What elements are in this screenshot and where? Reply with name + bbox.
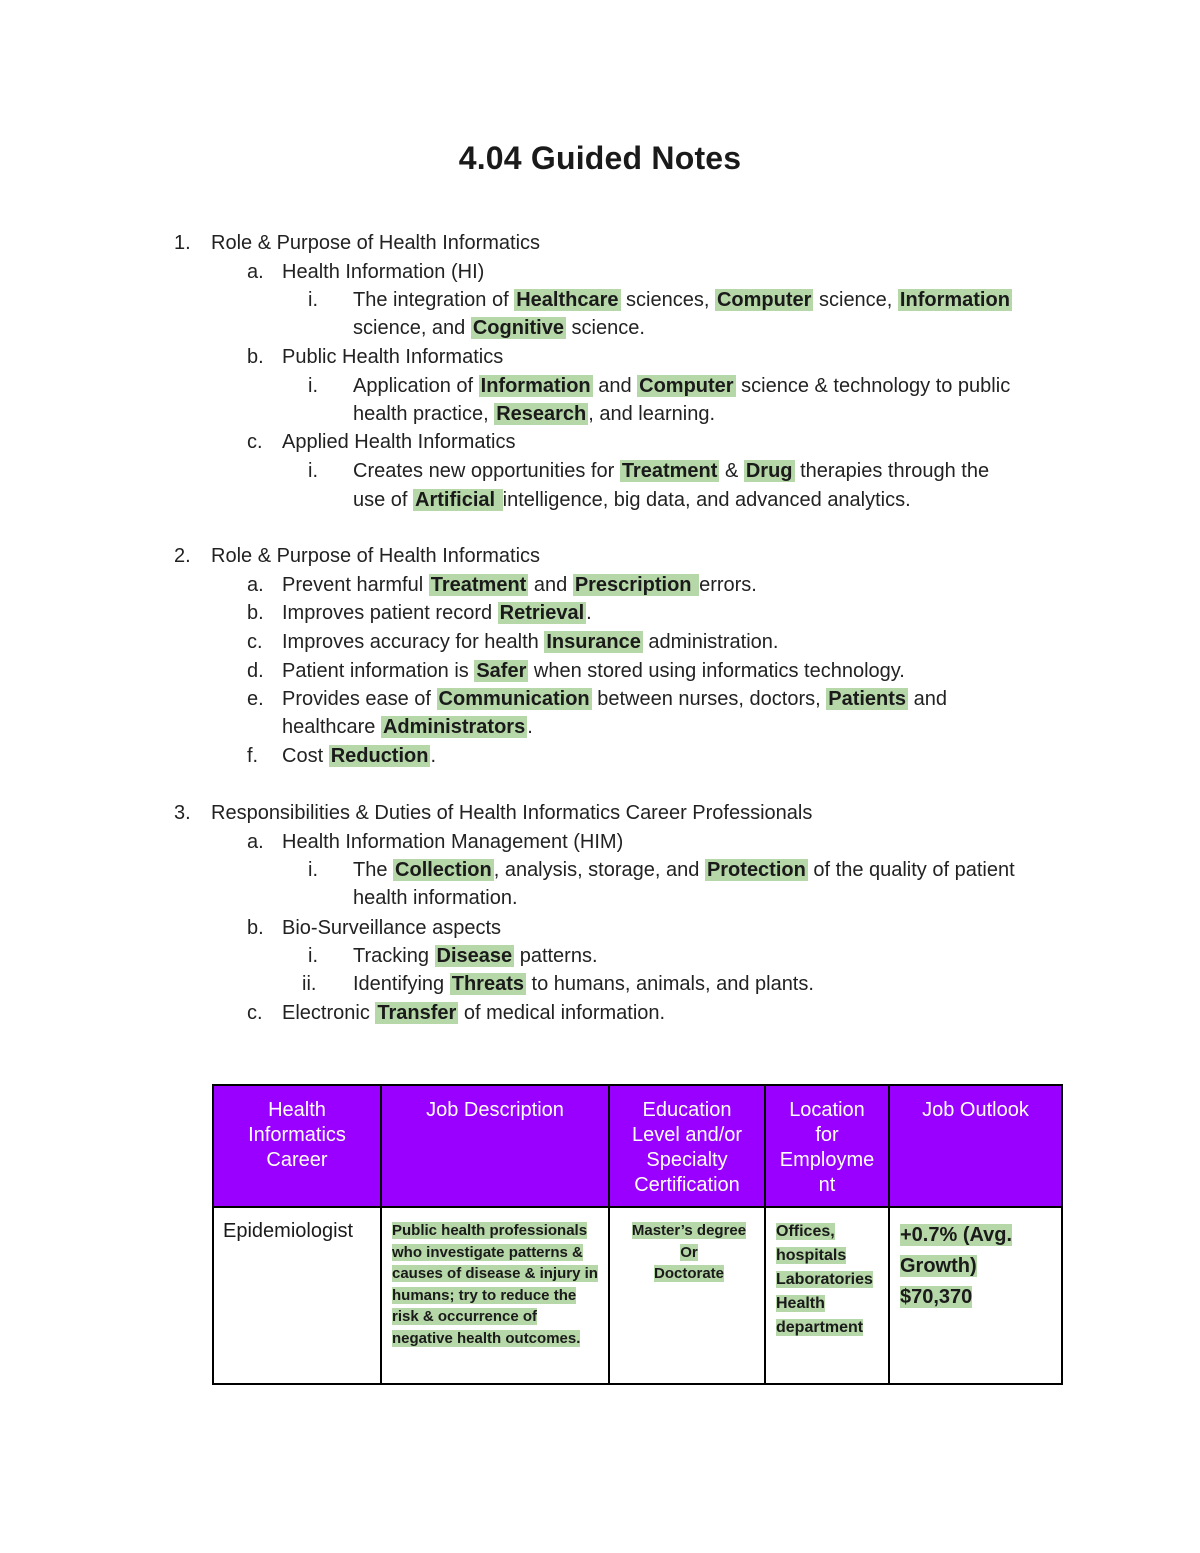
text: , and learning. — [588, 403, 716, 425]
highlighted-term: Information — [899, 289, 1010, 311]
location-line: Laboratories — [776, 1271, 873, 1288]
text: Creates new opportunities for — [353, 460, 620, 482]
header-education — [609, 1085, 765, 1207]
highlighted-term: Prescription — [574, 574, 698, 596]
description-line: who investigate patterns & — [392, 1243, 583, 1261]
list-marker: i. — [308, 460, 318, 482]
outlook-line: Growth) — [900, 1255, 977, 1277]
cell-career — [213, 1207, 381, 1384]
list-item — [282, 743, 436, 769]
list-item-continued — [282, 714, 533, 740]
location-line: Health — [776, 1295, 825, 1312]
location-text — [766, 1208, 888, 1340]
section-3-marker: 3. — [174, 802, 191, 824]
text: Cost — [282, 745, 329, 767]
education-text — [610, 1208, 764, 1285]
highlighted-term: Treatment — [430, 574, 527, 596]
text: healthcare — [282, 716, 381, 738]
text: Patient information is — [282, 660, 475, 682]
education-line: Doctorate — [653, 1265, 724, 1282]
text: Prevent harmful — [282, 574, 429, 596]
text: of medical information. — [458, 1002, 666, 1024]
cell-location — [765, 1207, 889, 1384]
highlighted-term: Reduction — [330, 745, 429, 767]
text: and — [908, 688, 947, 710]
section-1-marker: 1. — [174, 232, 191, 254]
list-item-continued: health information. — [353, 887, 518, 909]
text: , analysis, storage, and — [493, 859, 705, 881]
text: science & technology to public — [735, 375, 1011, 397]
list-item — [282, 629, 778, 655]
highlighted-term: Transfer — [377, 1002, 457, 1024]
highlighted-term: Communication — [438, 688, 590, 710]
list-marker: i. — [308, 289, 318, 311]
highlighted-term: Collection — [395, 859, 492, 881]
text: Improves accuracy for health — [282, 631, 545, 653]
list-marker: b. — [247, 917, 264, 939]
header-line: Informatics — [248, 1124, 346, 1146]
text: intelligence, big data, and advanced analytics. — [502, 489, 911, 511]
highlighted-term: Computer — [639, 375, 734, 397]
text: to humans, animals, and plants. — [525, 973, 814, 995]
text: health practice, — [353, 403, 495, 425]
list-item-continued — [353, 487, 911, 513]
text: The integration of — [353, 289, 515, 311]
description-text — [382, 1208, 608, 1349]
text: Application of — [353, 375, 479, 397]
highlighted-term: Administrators — [382, 716, 526, 738]
header-line: Job Outlook — [922, 1099, 1029, 1121]
career-table — [212, 1084, 1063, 1385]
highlighted-term: Patients — [828, 688, 907, 710]
header-line: Specialty — [646, 1149, 728, 1171]
section-2-marker: 2. — [174, 545, 191, 567]
header-line: Location — [789, 1099, 865, 1121]
description-line: negative health outcomes. — [392, 1329, 581, 1347]
text: when stored using informatics technology. — [528, 660, 905, 682]
highlighted-term: Cognitive — [472, 317, 564, 339]
cell-outlook — [889, 1207, 1062, 1384]
section-3-heading: Responsibilities & Duties of Health Informatics Career Professionals — [211, 802, 813, 824]
text: and — [592, 375, 638, 397]
description-line: risk & occurrence of — [392, 1308, 538, 1325]
text: . — [527, 716, 533, 738]
highlighted-term: Insurance — [546, 631, 641, 653]
section-1-heading: Role & Purpose of Health Informatics — [211, 232, 541, 254]
list-item: Applied Health Informatics — [282, 431, 516, 453]
outlook-line: +0.7% (Avg. — [900, 1224, 1013, 1246]
header-job-outlook — [889, 1085, 1062, 1207]
list-marker: c. — [247, 631, 263, 653]
text: errors. — [699, 574, 757, 596]
text: Improves patient record — [282, 602, 498, 624]
description-line: humans; try to reduce the — [392, 1286, 577, 1304]
list-marker: b. — [247, 346, 264, 368]
text: science. — [565, 317, 645, 339]
list-item: Health Information (HI) — [282, 261, 485, 283]
list-marker: f. — [247, 745, 259, 767]
list-item — [282, 572, 757, 598]
header-job-description — [381, 1085, 609, 1207]
header-line: Employme — [779, 1149, 875, 1171]
text: between nurses, doctors, — [591, 688, 827, 710]
table-header-row — [213, 1085, 1062, 1207]
text: Provides ease of — [282, 688, 437, 710]
highlighted-term: Treatment — [621, 460, 718, 482]
header-career — [213, 1085, 381, 1207]
list-item — [282, 686, 947, 712]
text: Identifying — [353, 973, 450, 995]
header-line: Level and/or — [631, 1124, 743, 1146]
list-marker: i. — [308, 375, 318, 397]
table-row — [213, 1207, 1062, 1384]
section-2-heading: Role & Purpose of Health Informatics — [211, 545, 541, 567]
location-line: Offices, — [776, 1223, 835, 1240]
list-item: Bio-Surveillance aspects — [282, 917, 501, 939]
header-line: Career — [266, 1149, 328, 1171]
list-marker: d. — [247, 660, 264, 682]
cell-education — [609, 1207, 765, 1384]
list-item — [353, 287, 1012, 313]
list-item — [353, 458, 989, 484]
highlighted-term: Artificial — [415, 489, 501, 511]
description-line: Public health professionals — [392, 1222, 588, 1239]
list-marker: b. — [247, 602, 264, 624]
list-item — [282, 600, 592, 626]
list-item — [353, 943, 598, 969]
text: and — [528, 574, 573, 596]
highlighted-term: Threats — [451, 973, 524, 995]
text: administration. — [642, 631, 779, 653]
text: use of — [353, 489, 414, 511]
text: The — [353, 859, 394, 881]
highlighted-term: Computer — [716, 289, 812, 311]
list-item: Public Health Informatics — [282, 346, 504, 368]
header-line: Certification — [634, 1174, 740, 1196]
list-item — [282, 658, 905, 684]
list-marker: a. — [247, 574, 264, 596]
text: . — [430, 745, 437, 767]
highlighted-term: Information — [480, 375, 591, 397]
page-title: 4.04 Guided Notes — [458, 140, 742, 176]
text: patterns. — [514, 945, 598, 967]
list-item-continued — [353, 401, 715, 427]
header-line: Job Description — [426, 1099, 564, 1121]
education-line: Master’s degree — [631, 1222, 747, 1239]
list-item — [353, 373, 1010, 399]
list-marker: ii. — [302, 973, 317, 995]
outlook-text — [890, 1208, 1061, 1313]
text: of the quality of patient — [807, 859, 1015, 881]
description-line: causes of disease & injury in — [392, 1265, 598, 1282]
highlighted-term: Retrieval — [499, 602, 585, 624]
header-location — [765, 1085, 889, 1207]
outlook-line: $70,370 — [900, 1286, 973, 1308]
highlighted-term: Safer — [476, 660, 527, 682]
list-marker: e. — [247, 688, 264, 710]
text: sciences, — [620, 289, 715, 311]
list-item — [353, 857, 1015, 883]
list-marker: a. — [247, 261, 264, 283]
highlighted-term: Healthcare — [516, 289, 619, 311]
list-marker: i. — [308, 945, 318, 967]
text: science, and — [353, 317, 471, 339]
location-line: hospitals — [776, 1247, 847, 1264]
text: science, — [813, 289, 898, 311]
list-item-continued — [353, 315, 645, 341]
highlighted-term: Research — [496, 403, 587, 425]
header-line: Education — [642, 1099, 732, 1121]
highlighted-term: Drug — [745, 460, 793, 482]
header-line: Health — [268, 1099, 326, 1121]
location-line: department — [776, 1319, 864, 1336]
education-line: Or — [680, 1243, 698, 1261]
list-marker: c. — [247, 431, 263, 453]
list-item — [282, 1000, 665, 1026]
list-marker: c. — [247, 1002, 263, 1024]
list-marker: a. — [247, 831, 264, 853]
list-marker: i. — [308, 859, 318, 881]
text: & — [719, 460, 744, 482]
list-item: Health Information Management (HIM) — [282, 831, 624, 853]
cell-description — [381, 1207, 609, 1384]
career-name: Epidemiologist — [223, 1220, 354, 1242]
list-item — [353, 971, 814, 997]
highlighted-term: Protection — [706, 859, 806, 881]
highlighted-term: Disease — [436, 945, 513, 967]
text: . — [586, 602, 592, 624]
header-line: for — [815, 1124, 839, 1146]
header-line: nt — [818, 1174, 836, 1196]
text: therapies through the — [794, 460, 990, 482]
text: Electronic — [282, 1002, 376, 1024]
text: Tracking — [353, 945, 435, 967]
